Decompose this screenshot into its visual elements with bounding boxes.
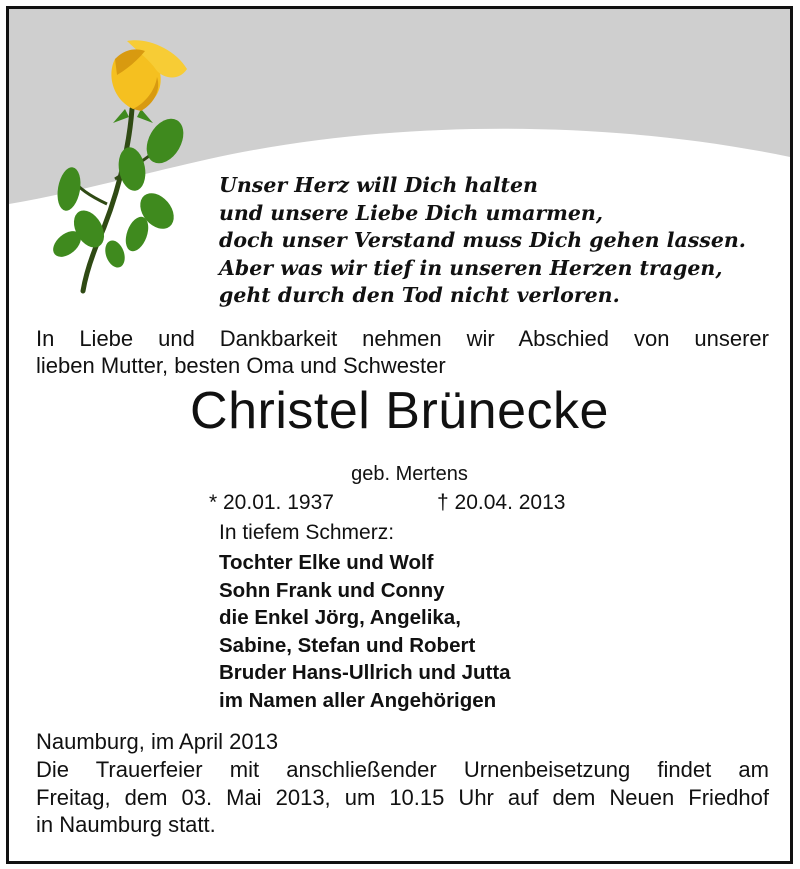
maiden-name: geb. Mertens <box>351 463 468 485</box>
mourner-line: Bruder Hans-Ullrich und Jutta <box>219 661 511 684</box>
mourner-line: Sohn Frank und Conny <box>219 578 445 602</box>
poem-line: Aber was wir tief in unseren Herzen tragen, <box>219 255 723 280</box>
rose-icon <box>37 29 197 299</box>
deceased-name: Christel Brünecke <box>190 382 609 440</box>
poem <box>219 172 779 310</box>
intro-text <box>36 325 769 379</box>
service-line: Die Trauerfeier mit anschließender Urnenbeisetzung findet am <box>36 757 769 782</box>
place-date: Naumburg, im April 2013 <box>36 729 279 754</box>
poem-line: geht durch den Tod nicht verloren. <box>219 283 620 307</box>
death-date: † 20.04. 2013 <box>437 491 566 514</box>
mourner-line: im Namen aller Angehörigen <box>219 688 497 712</box>
mourners-heading: In tiefem Schmerz: <box>219 521 395 544</box>
intro-line: lieben Mutter, besten Oma und Schwester <box>36 353 446 378</box>
mourner-line: Tochter Elke und Wolf <box>219 551 434 574</box>
birth-date: * 20.01. 1937 <box>209 491 334 514</box>
intro-line: In Liebe und Dankbarkeit nehmen wir Abschied von unserer <box>36 326 769 351</box>
mourner-line: die Enkel Jörg, Angelika, <box>219 606 461 629</box>
poem-line: doch unser Verstand muss Dich gehen lassen. <box>219 228 746 252</box>
poem-line: Unser Herz will Dich halten <box>219 173 538 197</box>
mourner-line: Sabine, Stefan und Robert <box>219 633 476 657</box>
mourners-list <box>219 549 511 714</box>
obituary-notice <box>6 6 793 864</box>
service-line: Freitag, dem 03. Mai 2013, um 10.15 Uhr auf dem Neuen Friedhof <box>36 784 769 810</box>
funeral-service-info <box>36 756 769 839</box>
poem-line: und unsere Liebe Dich umarmen, <box>219 200 603 225</box>
service-line: in Naumburg statt. <box>36 812 216 837</box>
